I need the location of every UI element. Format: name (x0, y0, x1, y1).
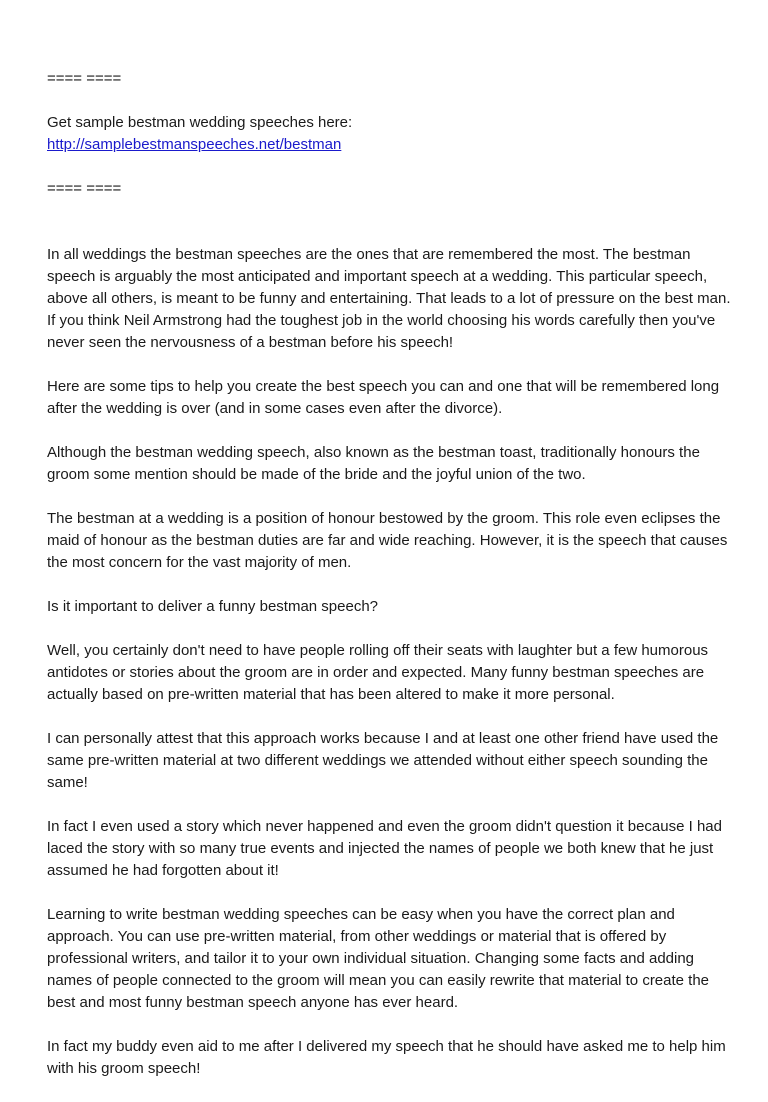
body-paragraph: In fact my buddy even aid to me after I delivered my speech that he should have asked me to help him with his groom speech! (47, 1038, 726, 1077)
spacer (47, 156, 737, 178)
separator-top: ==== ==== (47, 70, 122, 87)
body-paragraph: I can personally attest that this approach works because I and at least one other friend have used the same pre-written material at two different weddings we attended without either speech sounding the same! (47, 730, 719, 791)
body-paragraph: Learning to write bestman wedding speeches can be easy when you have the correct plan and approach. You can use pre-written material, from other weddings or material that is offered by professional writers, and tailor it to your own individual situation. Changing some facts and adding names of people connected to the groom will mean you can easily rewrite that material to create the best and most funny bestman speech anyone has ever heard. (47, 906, 710, 1011)
spacer (47, 200, 737, 244)
body-paragraph: Well, you certainly don't need to have people rolling off their seats with laughter but a few humorous antidotes or stories about the groom are in order and expected. Many funny bestman speeches are actually based on pre-written material that has been altered to make it more personal. (47, 642, 709, 703)
separator-bottom: ==== ==== (47, 180, 122, 197)
section-question: Is it important to deliver a funny bestman speech? (47, 598, 379, 615)
spacer (47, 90, 737, 112)
body-paragraph: The bestman at a wedding is a position of honour bestowed by the groom. This role even eclipses the maid of honour as the bestman duties are far and wide reaching. However, it is the speech that causes the most concern for the vast majority of men. (47, 510, 728, 571)
body-paragraph: In fact I even used a story which never happened and even the groom didn't question it because I had laced the story with so many true events and injected the names of people we both knew that he just assumed he had forgotten about it! (47, 818, 722, 879)
body-paragraph: Although the bestman wedding speech, also known as the bestman toast, traditionally honours the groom some mention should be made of the bride and the joyful union of the two. (47, 444, 700, 483)
body-paragraph: Here are some tips to help you create the best speech you can and one that will be remembered long after the wedding is over (and in some cases even after the divorce). (47, 378, 720, 417)
intro-text: Get sample bestman wedding speeches here: (47, 114, 353, 131)
document-page (47, 68, 737, 1102)
body-paragraph: In all weddings the bestman speeches are the ones that are remembered the most. The bestman speech is arguably the most anticipated and important speech at a wedding. This particular speech, above all others, is meant to be funny and entertaining. That leads to a lot of pressure on the best man. If you think Neil Armstrong had the toughest job in the world choosing his words carefully then you've never seen the nervousness of a bestman before his speech! (47, 246, 731, 351)
sample-speeches-link[interactable]: http://samplebestmanspeeches.net/bestman (47, 136, 342, 153)
